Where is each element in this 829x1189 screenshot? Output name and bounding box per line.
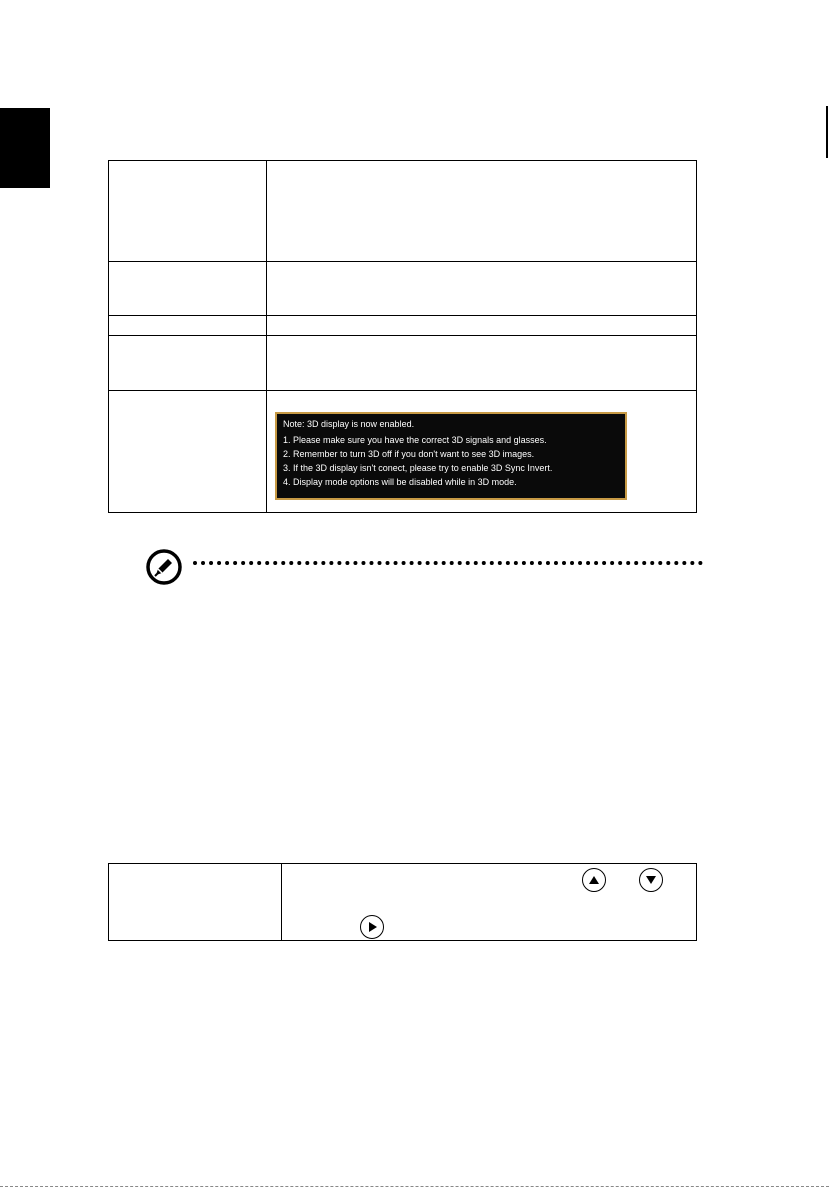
row-description [267, 316, 697, 336]
table-row [109, 262, 697, 316]
osd-line: 4. Display mode options will be disabled while in 3D mode. [283, 477, 517, 487]
row-label [109, 864, 282, 941]
row-label [109, 161, 267, 262]
osd-line: 3. If the 3D display isn't conect, please try to enable 3D Sync Invert. [283, 463, 553, 473]
row-description [282, 864, 697, 941]
osd-message-box [275, 412, 627, 500]
row-label [109, 336, 267, 391]
page-edge [0, 1186, 829, 1187]
osd-line: 1. Please make sure you have the correct 3D signals and glasses. [283, 435, 547, 445]
right-arrow-button-icon [360, 915, 384, 939]
row-label [109, 262, 267, 316]
table-row [109, 391, 697, 513]
note-divider [193, 561, 703, 565]
row-description [267, 336, 697, 391]
table-row [109, 336, 697, 391]
nav-table [108, 863, 697, 941]
language-tab [0, 108, 50, 188]
up-arrow-button-icon [582, 868, 606, 892]
down-arrow-button-icon [639, 868, 663, 892]
spec-table [108, 160, 697, 513]
note-row [146, 549, 706, 585]
table-row [109, 161, 697, 262]
row-label [109, 391, 267, 513]
margin-rule [826, 106, 828, 158]
row-label [109, 316, 267, 336]
note-pen-icon [146, 549, 182, 585]
table-row [109, 316, 697, 336]
row-description [267, 161, 697, 262]
osd-title: Note: 3D display is now enabled. [283, 419, 415, 429]
row-description [267, 262, 697, 316]
table-row [109, 864, 697, 941]
row-description [267, 391, 697, 513]
osd-line: 2. Remember to turn 3D off if you don't want to see 3D images. [283, 449, 535, 459]
